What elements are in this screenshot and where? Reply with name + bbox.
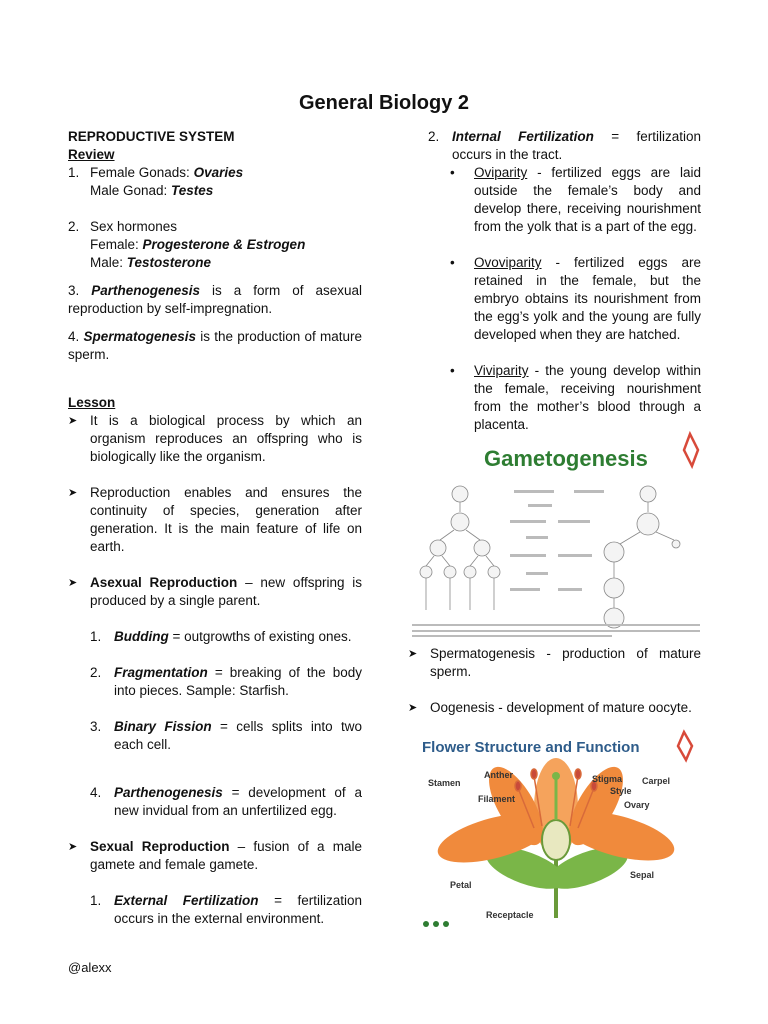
decorative-dots-icon xyxy=(423,921,449,927)
ovoviparity-item: • Ovoviparity - fertilized eggs are retained in the female, but the embryo obtains its nourishment from the egg’s yolk and the young are fully developed when they are hatched. xyxy=(428,254,701,344)
figure-title: Gametogenesis xyxy=(484,446,648,471)
lesson-point-4: ➤ Sexual Reproduction – fusion of a male gamete and female gamete. xyxy=(68,839,362,872)
svg-text:Receptacle: Receptacle xyxy=(486,910,534,920)
review-item-2: 2. Sex hormones Female: Progesterone & Estrogen Male: Testosterone xyxy=(68,219,306,270)
oviparity-item: • Oviparity - fertilized eggs are laid outside the female’s body and develop there, receiving nourishment from the yolk that is a part of the egg. xyxy=(428,164,701,236)
svg-text:Carpel: Carpel xyxy=(642,776,671,786)
leaf-decoration-icon xyxy=(684,434,698,466)
asexual-item-4: 4. Parthenogenesis = development of a new invidual from an unfertilized egg. xyxy=(90,785,362,818)
diagram-labels-placeholder xyxy=(412,490,700,637)
arrow-bullet-icon: ➤ xyxy=(408,648,418,660)
lesson-point-1: ➤ It is a biological process by which an organism reproduces an offspring who is biologically like the organism. xyxy=(68,413,362,464)
bullet-icon: • xyxy=(450,255,455,270)
author-footer: @alexx xyxy=(68,960,112,975)
svg-text:Petal: Petal xyxy=(450,880,472,890)
lesson-point-2: ➤ Reproduction enables and ensures the continuity of species, generation after generation. It is the main feature of life on earth. xyxy=(68,485,362,554)
sexual-item-2: 2. Internal Fertilization = fertilization occurs in the tract. xyxy=(428,129,701,162)
left-column xyxy=(68,128,362,928)
svg-text:Sepal: Sepal xyxy=(630,870,655,880)
spermatogenesis-diagram xyxy=(420,486,500,610)
arrow-bullet-icon: ➤ xyxy=(68,841,78,853)
oogenesis-point: ➤ Oogenesis - development of mature oocyte. xyxy=(408,700,692,715)
gametogenesis-figure xyxy=(408,428,704,638)
review-item-3: 3. Parthenogenesis is a form of asexual reproduction by self-impregnation. xyxy=(68,283,362,316)
oogenesis-diagram xyxy=(604,486,680,628)
lesson-point-3: ➤ Asexual Reproduction – new offspring is produced by a single parent. xyxy=(68,575,362,608)
arrow-bullet-icon: ➤ xyxy=(408,702,418,714)
section-heading: REPRODUCTIVE SYSTEM xyxy=(68,129,235,144)
svg-text:Ovary: Ovary xyxy=(624,800,650,810)
right-column xyxy=(428,128,701,434)
page-title: General Biology 2 xyxy=(298,92,470,114)
figure-title: Flower Structure and Function xyxy=(422,739,640,756)
asexual-item-2: 2. Fragmentation = breaking of the body into pieces. Sample: Starfish. xyxy=(90,665,362,698)
svg-text:Stigma: Stigma xyxy=(592,774,623,784)
svg-text:Filament: Filament xyxy=(478,794,516,804)
svg-text:Style: Style xyxy=(610,786,632,796)
svg-text:Stamen: Stamen xyxy=(428,778,461,788)
asexual-item-3: 3. Binary Fission = cells splits into two each cell. xyxy=(90,719,362,752)
lesson-heading: Lesson xyxy=(68,395,116,410)
right-column-lower xyxy=(408,645,701,717)
review-item-1: 1. Female Gonads: Ovaries Male Gonad: Testes xyxy=(68,165,244,198)
arrow-bullet-icon: ➤ xyxy=(68,487,78,499)
review-item-4: 4. Spermatogenesis is the production of mature sperm. xyxy=(68,329,362,362)
asexual-item-1: 1. Budding = outgrowths of existing ones. xyxy=(90,629,352,644)
review-heading: Review xyxy=(68,147,115,162)
leaf-decoration-icon xyxy=(678,732,692,760)
spermatogenesis-point: ➤ Spermatogenesis - production of mature sperm. xyxy=(408,646,701,679)
bullet-icon: • xyxy=(450,165,455,180)
svg-text:Anther: Anther xyxy=(484,770,513,780)
flower-structure-figure xyxy=(406,728,702,928)
sexual-item-1: 1. External Fertilization = fertilization occurs in the external environment. xyxy=(90,893,362,926)
bullet-icon: • xyxy=(450,363,455,378)
viviparity-item: • Viviparity - the young develop within the female, receiving nourishment from the mother’s blood through a placenta. xyxy=(428,362,701,434)
arrow-bullet-icon: ➤ xyxy=(68,415,78,427)
arrow-bullet-icon: ➤ xyxy=(68,577,78,589)
